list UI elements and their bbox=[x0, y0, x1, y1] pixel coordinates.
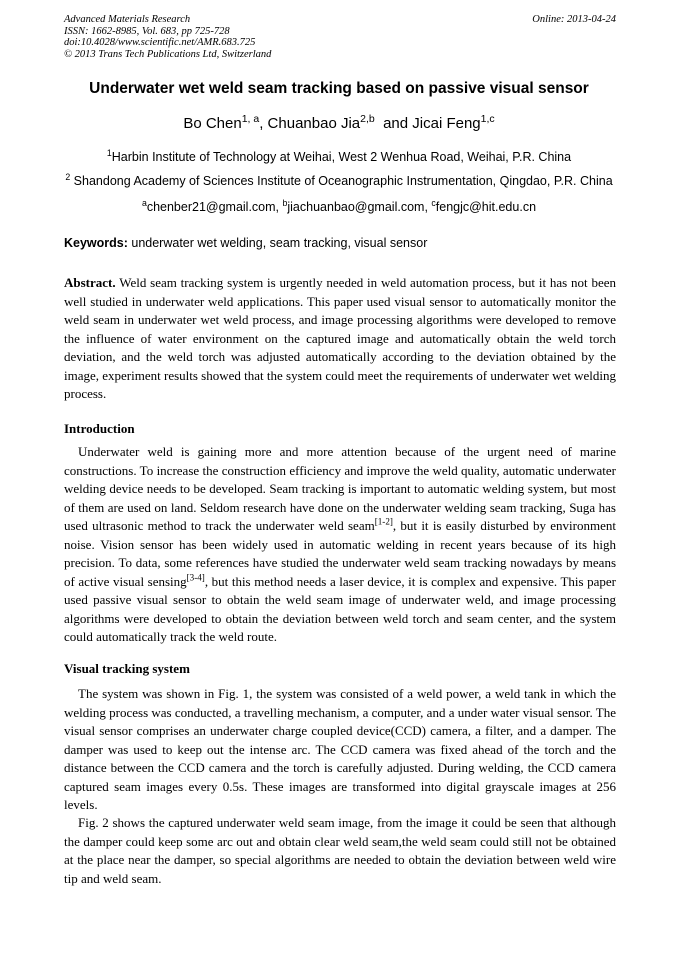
section-heading-introduction: Introduction bbox=[64, 421, 135, 436]
email-b-mark: b bbox=[282, 197, 288, 208]
copyright: © 2013 Trans Tech Publications Ltd, Switzerland bbox=[64, 48, 272, 60]
abstract-label: Abstract. bbox=[64, 275, 116, 290]
affiliation-1-text: Harbin Institute of Technology at Weihai, West 2 Wenhua Road, Weihai, P.R. China bbox=[111, 150, 572, 164]
author-1-affil: 1, a bbox=[241, 113, 260, 125]
online-date: Online: 2013-04-24 bbox=[532, 14, 616, 25]
email-c: fengjc@hit.edu.cn bbox=[435, 200, 537, 214]
affiliation-1 bbox=[0, 147, 678, 164]
keywords bbox=[64, 236, 616, 250]
keywords-text: underwater wet welding, seam tracking, visual sensor bbox=[127, 236, 428, 250]
intro-text-1: Underwater weld is gaining more and more attention because of the urgent need of marine constructions. To increase the construction efficiency and improve the weld quality, automatic underwater welding device needs to be developed. Seam tracking is important to automatic welding system, but most of them are used on land. Seldom research have done on the underwater welding seam tracking, Suga has used ultrasonic method to track the underwater weld seam bbox=[64, 444, 616, 533]
affiliation-2-mark: 2 bbox=[65, 171, 71, 182]
keywords-label: Keywords: bbox=[64, 236, 128, 250]
doi: doi:10.4028/www.scientific.net/AMR.683.725 bbox=[64, 37, 256, 49]
author-1: Bo Chen bbox=[183, 115, 242, 132]
issn: ISSN: 1662-8985, Vol. 683, pp 725-728 bbox=[64, 25, 230, 37]
email-a-mark: a bbox=[141, 197, 147, 208]
paper-title: Underwater wet weld seam tracking based on passive visual sensor bbox=[89, 80, 589, 97]
section-heading-visual-tracking: Visual tracking system bbox=[64, 661, 190, 676]
author-3: and Jicai Feng bbox=[374, 115, 481, 132]
visual-tracking-paragraph-1: The system was shown in Fig. 1, the system was consisted of a weld power, a weld tank in which the welding process was conducted, a travelling mechanism, a computer, and a under water visual sensor. The visual sensor comprises an underwater charge coupled device(CCD) camera, a filter, and a damper. The damper was used to keep out the intense arc. The CCD camera was fixed ahead of the torch and the distance between the CCD camera and the torch is carefully adjusted. During welding, the CCD camera captured seam images every 0.5s. These images are transformed into digital grayscale images at 256 levels. bbox=[64, 686, 616, 812]
journal-header bbox=[64, 14, 616, 60]
affiliation-2-text: Shandong Academy of Sciences Institute of Oceanographic Instrumentation, Qingdao, P.R. China bbox=[70, 174, 613, 188]
author-2: , Chuanbao Jia bbox=[259, 115, 361, 132]
citation-2: [3-4] bbox=[186, 572, 205, 583]
email-b: jiachuanbao@gmail.com, bbox=[287, 200, 432, 214]
email-c-mark: c bbox=[431, 197, 436, 208]
author-2-affil: 2,b bbox=[360, 113, 375, 125]
abstract-text: Weld seam tracking system is urgently needed in weld automation process, but it has not been well studied in underwater weld applications. This paper used visual sensor to automatically monitor the weld seam in underwater wet weld process, and image processing algorithms were developed to remove the influence of water environment on the captured image and automatically obtain the weld torch deviation, and the weld torch was adjusted automatically according to the deviation obtained by the image, experiment results showed that the system could meet the requirements of underwater wet welding process. bbox=[64, 275, 616, 401]
email-line bbox=[0, 197, 678, 214]
visual-tracking-paragraph-2: Fig. 2 shows the captured underwater weld seam image, from the image it could be seen that although the damper could keep some arc out and obtain clear weld seam,the weld seam could still not be obtained at the place near the damper, so special algorithms are needed to obtain the deviation between weld wire tip and weld seam. bbox=[64, 815, 616, 886]
citation-1: [1-2] bbox=[374, 516, 393, 527]
intro-text-3: , but this method needs a laser device, it is complex and expensive. This paper used passive visual sensor to obtain the weld seam image of underwater weld, and image processing algorithms were developed to obtain the deviation between weld torch and seam center, and the system could automatically track the weld route. bbox=[64, 573, 616, 644]
email-a: chenber21@gmail.com, bbox=[146, 200, 283, 214]
intro-text-2: , but it is easily disturbed by environment noise. Vision sensor has been widely used in automatic welding in recent years because of its high precision. To data, some references have studied the underwater weld seam tracking nowadays by means of active visual sensing bbox=[64, 518, 616, 589]
author-list bbox=[0, 115, 678, 132]
journal-name: Advanced Materials Research bbox=[64, 14, 191, 25]
author-3-affil: 1,c bbox=[480, 113, 495, 125]
affiliation-2 bbox=[0, 171, 678, 188]
affiliation-1-mark: 1 bbox=[106, 147, 112, 158]
introduction-paragraph bbox=[64, 443, 616, 647]
abstract bbox=[64, 274, 616, 404]
